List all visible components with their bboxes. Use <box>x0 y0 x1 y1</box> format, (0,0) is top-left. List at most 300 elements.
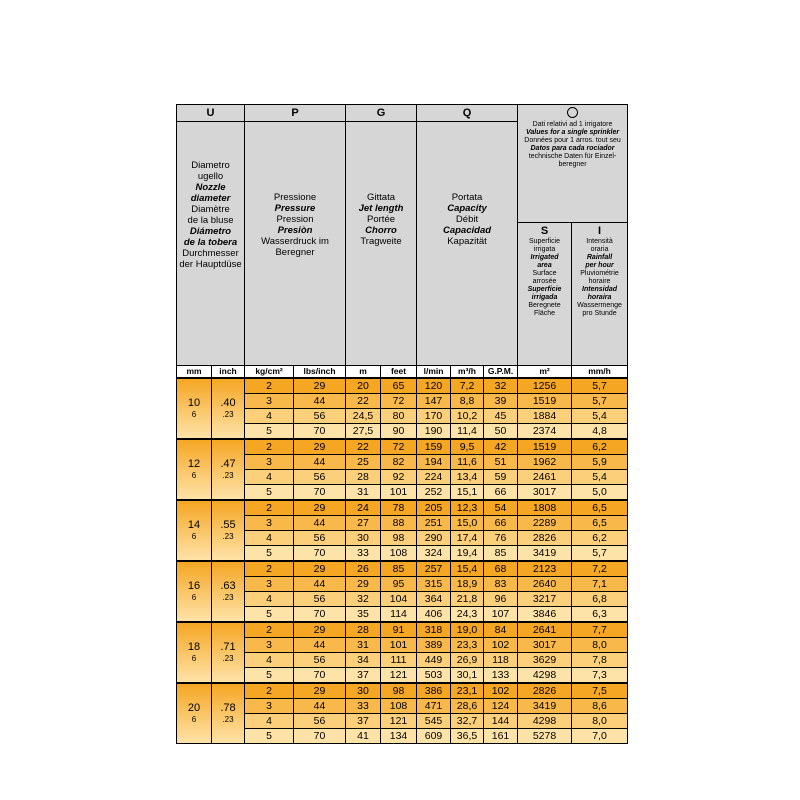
description-line: Intensidad <box>582 286 618 293</box>
table-cell: 11,6 <box>451 455 484 470</box>
table-cell: 6,5 <box>572 516 628 531</box>
table-cell: 5 <box>245 485 294 501</box>
table-cell: 1962 <box>518 455 572 470</box>
note-line: Values for a single sprinkler <box>525 129 620 136</box>
table-cell: 78 <box>381 500 417 516</box>
table-cell: 84 <box>484 622 518 638</box>
table-cell: 6,2 <box>572 439 628 455</box>
table-cell: 101 <box>381 485 417 501</box>
table-cell: 70 <box>294 485 346 501</box>
table-cell: 324 <box>417 546 451 562</box>
description-line: Surface <box>532 270 557 277</box>
note-lines <box>518 121 627 169</box>
description-line: Pression <box>276 214 314 225</box>
table-cell: 17,4 <box>451 531 484 546</box>
table-cell: 56 <box>294 653 346 668</box>
table-cell: 3 <box>245 577 294 592</box>
description-line: Superficie <box>528 238 561 245</box>
table-cell: 20 <box>346 378 381 394</box>
table-cell: 54 <box>484 500 518 516</box>
table-cell: 3419 <box>518 699 572 714</box>
table-cell: 144 <box>484 714 518 729</box>
table-row <box>177 592 628 607</box>
table-cell: 11,4 <box>451 424 484 440</box>
table-cell: 7,3 <box>572 668 628 684</box>
description-line: de la tobera <box>183 237 238 248</box>
table-cell: 364 <box>417 592 451 607</box>
table-cell: 44 <box>294 699 346 714</box>
table-cell: 70 <box>294 729 346 744</box>
description-line: horaire <box>588 278 611 285</box>
table-cell: 2826 <box>518 683 572 699</box>
table-cell: 2 <box>245 378 294 394</box>
units-row <box>177 366 628 379</box>
data-rows <box>177 378 628 744</box>
table-cell: 18,9 <box>451 577 484 592</box>
table-cell: 101 <box>381 638 417 653</box>
description-line: Diamètre <box>191 204 230 215</box>
table-cell: 3629 <box>518 653 572 668</box>
description-line: Chorro <box>365 225 397 236</box>
table-cell: 29 <box>294 439 346 455</box>
table-row <box>177 378 628 394</box>
table-cell: 205 <box>417 500 451 516</box>
sprinkler-performance-table <box>176 104 628 744</box>
description-line: Rainfall <box>586 254 613 261</box>
table-cell: 70 <box>294 607 346 623</box>
table-cell: 29 <box>294 378 346 394</box>
description-line: Superficie <box>527 286 562 293</box>
nozzle-inch-value: .78 <box>220 702 236 714</box>
nozzle-mm-secondary: 6 <box>191 715 197 724</box>
table-cell: 35 <box>346 607 381 623</box>
table-cell: 7,7 <box>572 622 628 638</box>
table-cell: 85 <box>381 561 417 577</box>
table-cell: 3 <box>245 699 294 714</box>
table-cell: 406 <box>417 607 451 623</box>
table-row <box>177 653 628 668</box>
unit-header: feet <box>381 366 417 379</box>
table-cell: 4,8 <box>572 424 628 440</box>
column-letter-p: P <box>245 105 346 122</box>
nozzle-mm-value: 20 <box>187 702 201 714</box>
table-cell: 3419 <box>518 546 572 562</box>
description-line: Beregnete <box>528 302 561 309</box>
table-row <box>177 729 628 744</box>
nozzle-mm-cell <box>177 622 212 683</box>
nozzle-mm-secondary: 6 <box>191 593 197 602</box>
table-cell: 5278 <box>518 729 572 744</box>
table-cell: 28 <box>346 622 381 638</box>
table-cell: 41 <box>346 729 381 744</box>
table-cell: 4298 <box>518 668 572 684</box>
table-cell: 80 <box>381 409 417 424</box>
table-cell: 19,4 <box>451 546 484 562</box>
description-line: Beregner <box>275 247 315 258</box>
table-row <box>177 500 628 516</box>
description-line: Portata <box>451 192 483 203</box>
table-cell: 194 <box>417 455 451 470</box>
table-cell: 1519 <box>518 394 572 409</box>
table-cell: 42 <box>484 439 518 455</box>
table-cell: 114 <box>381 607 417 623</box>
description-line: Pressione <box>273 192 317 203</box>
nozzle-inch-value: .71 <box>220 641 236 653</box>
table-cell: 83 <box>484 577 518 592</box>
description-line: de la bluse <box>187 215 234 226</box>
rainfall-description <box>572 223 628 366</box>
nozzle-mm-value: 14 <box>187 519 201 531</box>
description-line: Capacidad <box>442 225 492 236</box>
nozzle-inch-secondary: .23 <box>222 715 234 724</box>
table-cell: 26 <box>346 561 381 577</box>
table-cell: 34 <box>346 653 381 668</box>
description-line: Nozzle <box>195 182 226 193</box>
table-cell: 92 <box>381 470 417 485</box>
table-cell: 24,3 <box>451 607 484 623</box>
table-cell: 2826 <box>518 531 572 546</box>
table-cell: 98 <box>381 531 417 546</box>
column-letter-g: G <box>346 105 417 122</box>
table-cell: 27 <box>346 516 381 531</box>
table-cell: 2641 <box>518 622 572 638</box>
table-cell: 7,2 <box>451 378 484 394</box>
table-cell: 102 <box>484 638 518 653</box>
table-cell: 2 <box>245 439 294 455</box>
nozzle-mm-cell <box>177 683 212 744</box>
table-cell: 503 <box>417 668 451 684</box>
table-cell: 29 <box>346 577 381 592</box>
table-cell: 68 <box>484 561 518 577</box>
unit-header: m² <box>518 366 572 379</box>
table-cell: 6,5 <box>572 500 628 516</box>
table-row <box>177 409 628 424</box>
nozzle-mm-secondary: 6 <box>191 471 197 480</box>
table-cell: 5,7 <box>572 546 628 562</box>
table-cell: 449 <box>417 653 451 668</box>
table-cell: 32 <box>346 592 381 607</box>
table-row <box>177 485 628 501</box>
nozzle-inch-value: .40 <box>220 397 236 409</box>
table-cell: 30,1 <box>451 668 484 684</box>
table-cell: 3 <box>245 394 294 409</box>
table-cell: 24,5 <box>346 409 381 424</box>
table-cell: 1884 <box>518 409 572 424</box>
table-cell: 4 <box>245 470 294 485</box>
table-cell: 5,4 <box>572 470 628 485</box>
nozzle-inch-secondary: .23 <box>222 410 234 419</box>
table-cell: 2374 <box>518 424 572 440</box>
table-cell: 4 <box>245 714 294 729</box>
table-row <box>177 455 628 470</box>
nozzle-mm-secondary: 6 <box>191 654 197 663</box>
nozzle-mm-cell <box>177 561 212 622</box>
table-cell: 13,4 <box>451 470 484 485</box>
sprinkler-performance-table-wrapper <box>176 104 627 744</box>
unit-header: m³/h <box>451 366 484 379</box>
table-row <box>177 622 628 638</box>
note-line: Datos para cada rociador <box>530 145 615 152</box>
description-line: Diametro <box>191 160 230 171</box>
nozzle-inch-cell <box>212 622 245 683</box>
table-cell: 33 <box>346 699 381 714</box>
table-cell: 30 <box>346 683 381 699</box>
unit-header: m <box>346 366 381 379</box>
table-cell: 29 <box>294 683 346 699</box>
table-cell: 2 <box>245 500 294 516</box>
table-cell: 15,1 <box>451 485 484 501</box>
table-cell: 90 <box>381 424 417 440</box>
table-cell: 70 <box>294 668 346 684</box>
table-cell: 5,7 <box>572 378 628 394</box>
unit-header: mm <box>177 366 212 379</box>
table-cell: 4 <box>245 531 294 546</box>
nozzle-inch-secondary: .23 <box>222 532 234 541</box>
table-cell: 6,3 <box>572 607 628 623</box>
table-cell: 25 <box>346 455 381 470</box>
description-line: arrosée <box>532 278 557 285</box>
table-cell: 51 <box>484 455 518 470</box>
table-cell: 545 <box>417 714 451 729</box>
table-cell: 29 <box>294 622 346 638</box>
table-cell: 21,8 <box>451 592 484 607</box>
note-line: Dati relativi ad 1 irrigatore <box>532 121 613 128</box>
description-line: Diámetro <box>189 226 232 237</box>
table-cell: 1808 <box>518 500 572 516</box>
table-cell: 45 <box>484 409 518 424</box>
nozzle-inch-secondary: .23 <box>222 471 234 480</box>
table-row <box>177 470 628 485</box>
table-cell: 70 <box>294 424 346 440</box>
description-line: ugello <box>197 171 224 182</box>
table-row <box>177 424 628 440</box>
table-cell: 27,5 <box>346 424 381 440</box>
table-cell: 3217 <box>518 592 572 607</box>
table-cell: 72 <box>381 439 417 455</box>
table-row <box>177 607 628 623</box>
table-cell: 82 <box>381 455 417 470</box>
table-cell: 318 <box>417 622 451 638</box>
table-cell: 3017 <box>518 485 572 501</box>
table-cell: 120 <box>417 378 451 394</box>
nozzle-inch-secondary: .23 <box>222 654 234 663</box>
table-cell: 251 <box>417 516 451 531</box>
description-line: Wassermenge <box>577 302 622 309</box>
table-cell: 118 <box>484 653 518 668</box>
nozzle-mm-value: 12 <box>187 458 201 470</box>
table-cell: 5,7 <box>572 394 628 409</box>
table-row <box>177 577 628 592</box>
description-line: irrigada <box>531 294 558 301</box>
table-cell: 44 <box>294 516 346 531</box>
description-line: Tragweite <box>360 236 402 247</box>
column-letter-i: I <box>597 225 602 237</box>
nozzle-inch-secondary: .23 <box>222 593 234 602</box>
jet-length-description <box>346 122 417 366</box>
table-cell: 2461 <box>518 470 572 485</box>
table-cell: 4 <box>245 592 294 607</box>
table-cell: 72 <box>381 394 417 409</box>
table-cell: 44 <box>294 638 346 653</box>
table-cell: 6,2 <box>572 531 628 546</box>
unit-header: inch <box>212 366 245 379</box>
table-cell: 5 <box>245 668 294 684</box>
description-line: Kapazität <box>447 236 487 247</box>
table-cell: 471 <box>417 699 451 714</box>
table-cell: 56 <box>294 470 346 485</box>
table-cell: 102 <box>484 683 518 699</box>
nozzle-inch-value: .55 <box>220 519 236 531</box>
table-cell: 39 <box>484 394 518 409</box>
table-cell: 31 <box>346 485 381 501</box>
description-line: Pressure <box>274 203 316 214</box>
table-cell: 37 <box>346 668 381 684</box>
column-letter-s: S <box>540 225 549 237</box>
unit-header: mm/h <box>572 366 628 379</box>
table-cell: 2 <box>245 622 294 638</box>
table-cell: 8,0 <box>572 638 628 653</box>
table-cell: 3 <box>245 516 294 531</box>
table-cell: 121 <box>381 714 417 729</box>
table-cell: 32,7 <box>451 714 484 729</box>
table-cell: 107 <box>484 607 518 623</box>
table-cell: 59 <box>484 470 518 485</box>
table-cell: 609 <box>417 729 451 744</box>
table-cell: 30 <box>346 531 381 546</box>
table-cell: 91 <box>381 622 417 638</box>
table-cell: 56 <box>294 531 346 546</box>
column-letter-q: Q <box>417 105 518 122</box>
table-cell: 12,3 <box>451 500 484 516</box>
irrigated-area-description <box>518 223 572 366</box>
nozzle-inch-cell <box>212 683 245 744</box>
table-cell: 108 <box>381 546 417 562</box>
table-cell: 290 <box>417 531 451 546</box>
table-cell: 7,8 <box>572 653 628 668</box>
table-cell: 22 <box>346 439 381 455</box>
nozzle-inch-cell <box>212 561 245 622</box>
nozzle-inch-cell <box>212 378 245 439</box>
table-cell: 2 <box>245 683 294 699</box>
table-cell: 6,8 <box>572 592 628 607</box>
table-cell: 7,2 <box>572 561 628 577</box>
table-cell: 23,1 <box>451 683 484 699</box>
table-cell: 7,1 <box>572 577 628 592</box>
table-cell: 5,0 <box>572 485 628 501</box>
table-cell: 389 <box>417 638 451 653</box>
table-cell: 96 <box>484 592 518 607</box>
table-cell: 31 <box>346 638 381 653</box>
description-line: per hour <box>585 262 614 269</box>
description-line: oraria <box>590 246 609 253</box>
table-cell: 29 <box>294 561 346 577</box>
table-cell: 76 <box>484 531 518 546</box>
nozzle-mm-value: 18 <box>187 641 201 653</box>
table-cell: 190 <box>417 424 451 440</box>
description-line: area <box>537 262 552 269</box>
table-cell: 29 <box>294 500 346 516</box>
table-cell: 50 <box>484 424 518 440</box>
table-cell: 56 <box>294 409 346 424</box>
circle-icon <box>567 107 578 118</box>
table-cell: 56 <box>294 714 346 729</box>
table-cell: 3 <box>245 455 294 470</box>
table-cell: 5 <box>245 546 294 562</box>
table-cell: 28 <box>346 470 381 485</box>
nozzle-mm-cell <box>177 378 212 439</box>
table-cell: 2123 <box>518 561 572 577</box>
description-line: Presiòn <box>277 225 313 236</box>
table-row <box>177 394 628 409</box>
table-cell: 108 <box>381 699 417 714</box>
table-cell: 8,6 <box>572 699 628 714</box>
nozzle-mm-secondary: 6 <box>191 410 197 419</box>
nozzle-mm-secondary: 6 <box>191 532 197 541</box>
table-cell: 66 <box>484 485 518 501</box>
table-cell: 4 <box>245 409 294 424</box>
note-line: beregner <box>558 161 587 168</box>
description-line: Débit <box>455 214 479 225</box>
table-cell: 44 <box>294 577 346 592</box>
table-cell: 8,8 <box>451 394 484 409</box>
table-cell: 10,2 <box>451 409 484 424</box>
note-line: Données pour 1 arros. tout seu <box>524 137 621 144</box>
table-cell: 147 <box>417 394 451 409</box>
nozzle-mm-value: 10 <box>187 397 201 409</box>
table-cell: 134 <box>381 729 417 744</box>
table-cell: 124 <box>484 699 518 714</box>
description-line: horaira <box>587 294 612 301</box>
table-cell: 5 <box>245 607 294 623</box>
table-row <box>177 439 628 455</box>
description-line: Intensità <box>586 238 613 245</box>
note-line: technische Daten für Einzel- <box>528 153 617 160</box>
table-cell: 37 <box>346 714 381 729</box>
table-cell: 24 <box>346 500 381 516</box>
table-cell: 88 <box>381 516 417 531</box>
table-cell: 257 <box>417 561 451 577</box>
table-cell: 3017 <box>518 638 572 653</box>
table-cell: 2640 <box>518 577 572 592</box>
description-line: irrigata <box>533 246 556 253</box>
unit-header: l/min <box>417 366 451 379</box>
table-cell: 44 <box>294 394 346 409</box>
description-line: Wasserdruck im <box>261 236 329 247</box>
table-cell: 15,0 <box>451 516 484 531</box>
table-cell: 252 <box>417 485 451 501</box>
description-line: Gittata <box>367 192 396 203</box>
table-cell: 4 <box>245 653 294 668</box>
table-cell: 44 <box>294 455 346 470</box>
table-cell: 33 <box>346 546 381 562</box>
pressure-description <box>245 122 346 366</box>
description-line: Fläche <box>534 310 556 317</box>
description-line: pro Stunde <box>582 310 617 317</box>
description-line: Irrigated <box>530 254 559 261</box>
single-sprinkler-note <box>518 105 628 223</box>
table-cell: 5,9 <box>572 455 628 470</box>
table-cell: 26,9 <box>451 653 484 668</box>
unit-header: G.P.M. <box>484 366 518 379</box>
table-cell: 1256 <box>518 378 572 394</box>
table-cell: 23,3 <box>451 638 484 653</box>
table-cell: 386 <box>417 683 451 699</box>
table-cell: 7,0 <box>572 729 628 744</box>
table-cell: 5 <box>245 729 294 744</box>
table-row <box>177 638 628 653</box>
unit-header: kg/cm² <box>245 366 294 379</box>
table-cell: 2 <box>245 561 294 577</box>
